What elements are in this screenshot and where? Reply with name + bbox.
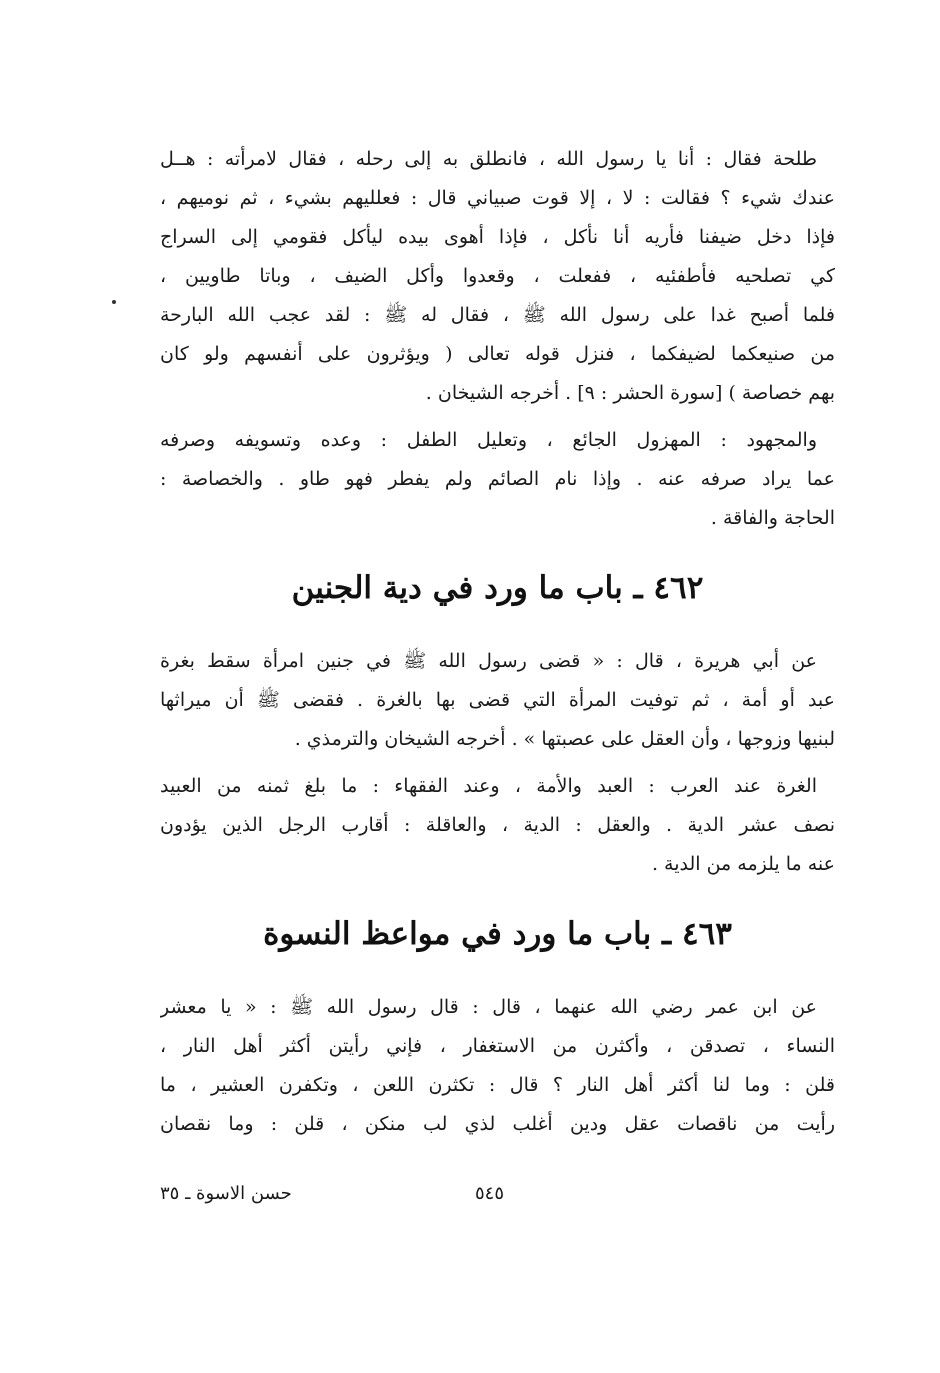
text-line: عن ابن عمر رضي الله عنهما ، قال : قال رسول الله ﷺ : « يا معشر: [160, 996, 817, 1018]
text-line: عما يراد صرفه عنه . وإذا نام الصائم ولم يفطر فهو طاو . والخصاصة :: [160, 468, 835, 490]
text-line: والمجهود : المهزول الجائع ، وتعليل الطفل : وعده وتسويفه وصرفه: [160, 429, 817, 451]
text-line: عبد أو أمة ، ثم توفيت المرأة التي قضى بها بالغرة . فقضى ﷺ أن ميراثها: [160, 689, 835, 711]
text-line: النساء ، تصدقن ، وأكثرن من الاستغفار ، فإني رأيتن أكثر أهل النار ،: [160, 1035, 835, 1057]
text-line: فلما أصبح غدا على رسول الله ﷺ ، فقال له ﷺ : لقد عجب الله البارحة: [160, 304, 835, 326]
text-line: قلن : وما لنا أكثر أهل النار ؟ قال : تكثرن اللعن ، وتكفرن العشير ، ما: [160, 1074, 835, 1096]
paragraph-hadith-women: [160, 988, 835, 1144]
paragraph-glossary-1: [160, 421, 835, 538]
page-body: [160, 140, 835, 1152]
text-line: رأيت من ناقصات عقل ودين أغلب لذي لب منكن ، قلن : وما نقصان: [160, 1113, 835, 1135]
chapter-heading-463: ٤٦٣ ـ باب ما ورد في مواعظ النسوة: [263, 916, 732, 952]
running-title: حسن الاسوة ـ ٣٥: [160, 1183, 292, 1204]
text-line: عن أبي هريرة ، قال : « قضى رسول الله ﷺ في جنين امرأة سقط بغرة: [160, 650, 817, 672]
text-line: الغرة عند العرب : العبد والأمة ، وعند الفقهاء : ما بلغ ثمنه من العبيد: [160, 775, 817, 797]
paragraph-glossary-2: [160, 767, 835, 884]
page-number: ٥٤٥: [475, 1183, 505, 1204]
paragraph-hadith-diya: [160, 642, 835, 759]
text-line: نصف عشر الدية . والعقل : الدية ، والعاقلة : أقارب الرجل الذين يؤدون: [160, 814, 835, 836]
page-footer: [160, 1183, 835, 1217]
text-line: فإذا دخل ضيفنا فأريه أنا نأكل ، فإذا أهوى بيده ليأكل فقومي إلى السراج: [160, 226, 835, 248]
text-line: لبنيها وزوجها ، وأن العقل على عصبتها » . أخرجه الشيخان والترمذي .: [294, 728, 835, 750]
text-line: عندك شيء ؟ فقالت : لا ، إلا قوت صبياني قال : فعلليهم بشيء ، ثم نوميهم ،: [160, 187, 835, 209]
text-line: كي تصلحيه فأطفئيه ، ففعلت ، وقعدوا وأكل الضيف ، وباتا طاويين ،: [160, 265, 835, 287]
text-line: بهم خصاصة ) [سورة الحشر : ٩] . أخرجه الشيخان .: [425, 382, 835, 404]
text-line: عنه ما يلزمه من الدية .: [651, 853, 835, 875]
paragraph-hospitality-story: [160, 140, 835, 413]
text-line: الحاجة والفاقة .: [710, 507, 835, 529]
text-line: طلحة فقال : أنا يا رسول الله ، فانطلق به إلى رحله ، فقال لامرأته : هــل: [160, 148, 817, 170]
chapter-heading-462: ٤٦٢ ـ باب ما ورد في دية الجنين: [291, 570, 704, 606]
scan-speck: [112, 300, 116, 304]
text-line: من صنيعكما لضيفكما ، فنزل قوله تعالى ( ويؤثرون على أنفسهم ولو كان: [160, 343, 835, 365]
